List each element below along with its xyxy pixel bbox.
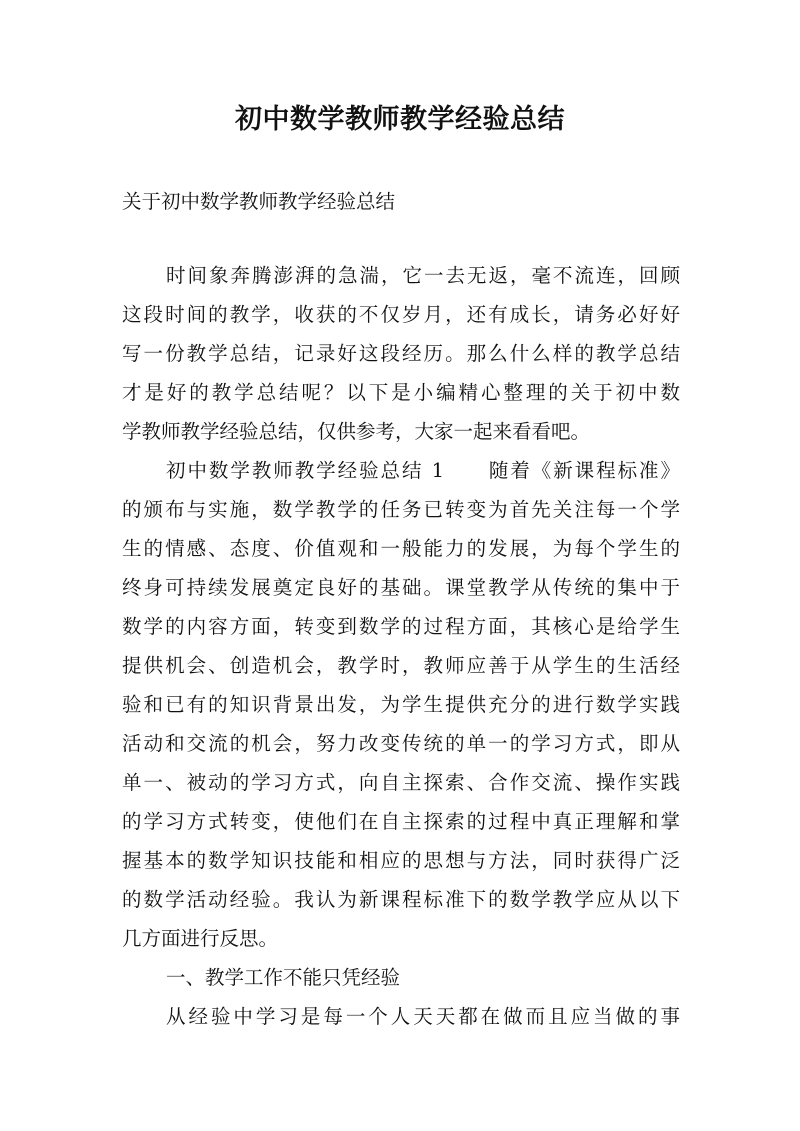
body-line: 验和已有的知识背景出发，为学生提供充分的进行数学实践: [122, 693, 680, 716]
body-line: 数学的内容方面，转变到数学的过程方面，其核心是给学生: [122, 615, 680, 638]
body-line: 学教师教学经验总结，仅供参考，大家一起来看看吧。: [122, 420, 591, 443]
body-line: 从经验中学习是每一个人天天都在做而且应当做的事: [166, 1005, 680, 1028]
body-line: 才是好的教学总结呢？以下是小编精心整理的关于初中数: [122, 381, 680, 404]
body-line: 初中数学教师教学经验总结 1 随着《新课程标准》: [166, 459, 680, 482]
body-line: 握基本的数学知识技能和相应的思想与方法，同时获得广泛: [122, 849, 680, 872]
body-line: 终身可持续发展奠定良好的基础。课堂教学从传统的集中于: [122, 576, 680, 599]
body-line: 的颁布与实施，数学教学的任务已转变为首先关注每一个学: [122, 498, 680, 521]
document-subtitle: 关于初中数学教师教学经验总结: [122, 190, 396, 213]
body-line: 活动和交流的机会，努力改变传统的单一的学习方式，即从: [122, 732, 680, 755]
section-heading: 一、教学工作不能只凭经验: [166, 966, 401, 989]
body-line: 提供机会、创造机会，教学时，教师应善于从学生的生活经: [122, 654, 680, 677]
body-line: 几方面进行反思。: [122, 927, 279, 950]
body-line: 生的情感、态度、价值观和一般能力的发展，为每个学生的: [122, 537, 680, 560]
body-line: 单一、被动的学习方式，向自主探索、合作交流、操作实践: [122, 771, 680, 794]
body-line: 时间象奔腾澎湃的急湍，它一去无返，毫不流连，回顾: [166, 264, 680, 287]
body-line: 的学习方式转变，使他们在自主探索的过程中真正理解和掌: [122, 810, 680, 833]
body-line: 这段时间的教学，收获的不仅岁月，还有成长，请务必好好: [122, 303, 680, 326]
document-title: 初中数学教师教学经验总结: [235, 104, 565, 135]
body-line: 写一份教学总结，记录好这段经历。那么什么样的教学总结: [122, 342, 680, 365]
body-line: 的数学活动经验。我认为新课程标准下的数学教学应从以下: [122, 888, 680, 911]
